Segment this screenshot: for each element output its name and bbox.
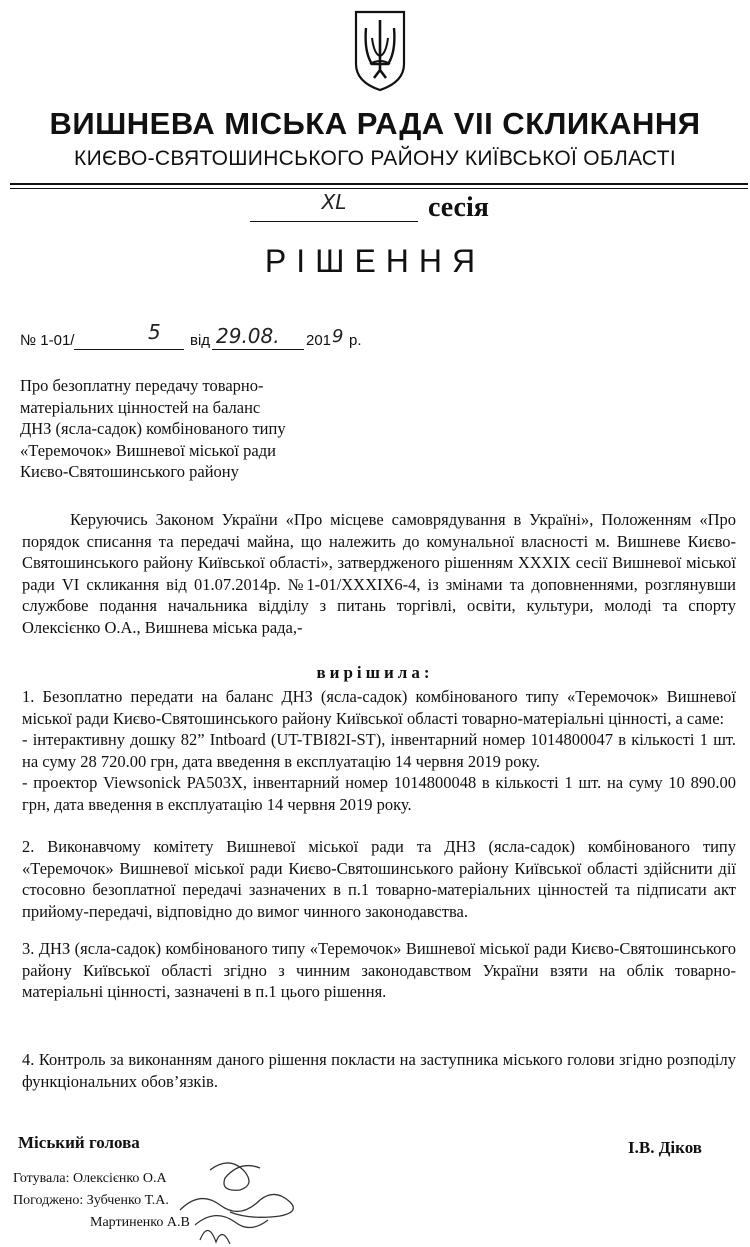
point-1 xyxy=(22,686,736,815)
subject-line: ДНЗ (ясла-садок) комбінованого типу xyxy=(20,419,286,438)
point-1-item: - проектор Viewsonick PA503X, інвентарний номер 1014800048 в кількості 1 шт. на суму 10 890.00 грн, дата введення в експлуатацію 14 червня 2019 року. xyxy=(22,773,736,814)
subject-line: Києво-Святошинського району xyxy=(20,462,239,481)
point-1-item: - інтерактивну дошку 82” Intboard (UT-TBI82I-ST), інвентарний номер 1014800047 в кількості 1 шт. на суму 28 720.00 грн, дата введення в експлуатацію 14 червня 2019 року. xyxy=(22,730,736,771)
year-suffix: р. xyxy=(349,332,362,349)
signatory-role: Міський голова xyxy=(18,1133,140,1152)
header-rule xyxy=(10,183,748,185)
date-handwritten: 29.08. xyxy=(216,324,280,348)
session-blank-line xyxy=(250,221,418,222)
year-prefix: 201 xyxy=(306,332,332,349)
resolved-label: вирішила: xyxy=(316,663,434,682)
agreed-by: Погоджено: Зубченко Т.А. xyxy=(13,1193,169,1208)
preamble-paragraph: Керуючись Законом України «Про місцеве самоврядування в Україні», Положенням «Про порядок списання та передачі майна, що належить до комунальної власності м. Вишневе Києво-Святошинського району Київської області», затвердженого рішенням XXXIX сесії Вишневої міської ради VI скликання від 01.07.2014р. №1-01/XXXIX6-4, із змінами та доповненнями, розглянувши службове подання начальника відділу з питань торгівлі, освіти, культури, молоді та спорту Олексієнко О.А., Вишнева міська рада,- xyxy=(22,510,736,637)
decision-title: РІШЕННЯ xyxy=(264,243,486,279)
council-subtitle: КИЄВО-СВЯТОШИНСЬКОГО РАЙОНУ КИЇВСЬКОЇ ОБЛАСТІ xyxy=(74,147,676,170)
date-blank-line xyxy=(212,349,304,350)
subject-line: матеріальних цінностей на баланс xyxy=(20,397,261,417)
point-1-intro: 1. Безоплатно передати на баланс ДНЗ (ясла-садок) комбінованого типу «Теремочок» Вишневої міської ради Києво-Святошинського району Київської області товарно-матеріальні цінності, а саме: xyxy=(22,687,736,728)
point-3: 3. ДНЗ (ясла-садок) комбінованого типу «Теремочок» Вишневої міської ради Києво-Святошинського району Київської області згідно з чинним законодавством України взяти на облік товарно-матеріальні цінності, зазначені в п.1 цього рішення. xyxy=(22,939,736,1001)
point-4: 4. Контроль за виконанням даного рішення покласти на заступника міського голови згідно розподілу функціональних обов’язків. xyxy=(22,1050,736,1091)
number-blank-line xyxy=(74,349,184,350)
decision-number-prefix: № 1-01/ xyxy=(20,332,75,349)
decision-number-handwritten: 5 xyxy=(148,320,161,344)
year-digit-handwritten: 9 xyxy=(332,326,344,347)
subject-line: Про безоплатну передачу товарно- xyxy=(20,376,264,395)
prepared-by: Готувала: Олексієнко О.А xyxy=(13,1171,167,1186)
signatory-name: І.В. Діков xyxy=(628,1138,702,1157)
header-rule-thin xyxy=(10,188,748,189)
session-number: XL xyxy=(321,190,347,214)
subject-line: «Теремочок» Вишневої міської ради xyxy=(20,440,276,460)
date-label: від xyxy=(190,332,211,349)
agreed-by-second: Мартиненко А.В xyxy=(90,1215,190,1230)
coat-of-arms-emblem xyxy=(352,8,408,92)
point-2: 2. Виконавчому комітету Вишневої міської ради та ДНЗ (ясла-садок) комбінованого типу «Теремочок» Вишневої міської ради Києво-Святошинського району Київської області здійснити дії стосовно безоплатної передачі зазначених в п.1 товарно-матеріальних цінностей та підписати акт прийому-передачі, відповідно до вимог чинного законодавства. xyxy=(22,837,736,921)
decision-subject xyxy=(20,375,330,483)
council-title: ВИШНЕВА МІСЬКА РАДА VII СКЛИКАННЯ xyxy=(49,106,701,141)
session-label: сесія xyxy=(428,192,489,223)
